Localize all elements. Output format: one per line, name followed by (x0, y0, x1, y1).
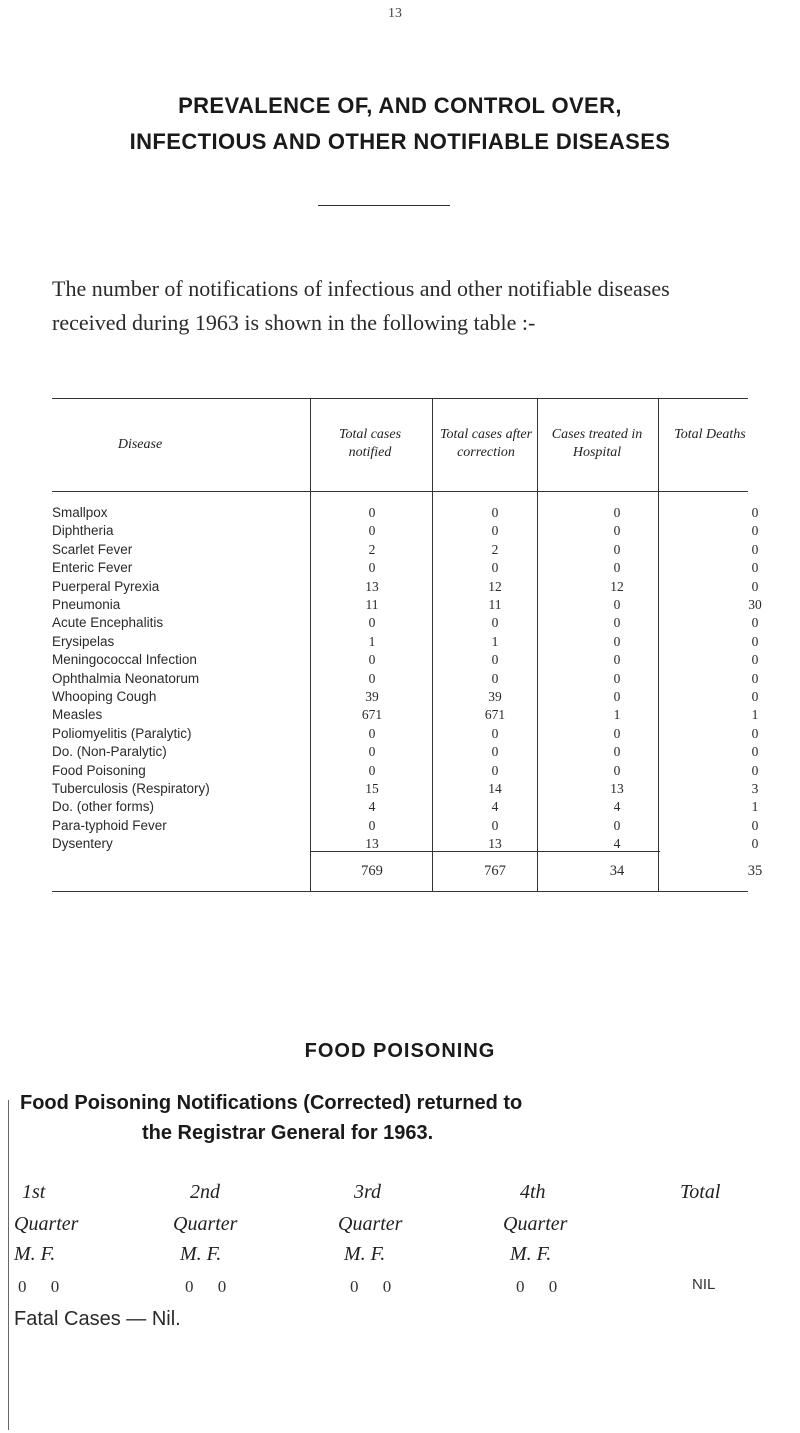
hospital-value: 0 (613, 744, 621, 760)
hospital-value: 0 (613, 560, 621, 576)
total-deaths: 35 (747, 863, 763, 879)
notified-value: 0 (368, 560, 376, 576)
quarter-4-mf: M. F. (510, 1243, 552, 1265)
corrected-value: 39 (488, 689, 502, 704)
corrected-value: 1 (491, 633, 499, 649)
notified-value: 13 (365, 578, 379, 594)
table-header-rule (52, 491, 748, 492)
quarter-1-number: 1st (22, 1181, 46, 1203)
intro-paragraph: The number of notifications of infectious and other notifiable diseases received during 1963 is shown in the following table :- (52, 276, 670, 335)
deaths-value: 0 (751, 652, 759, 668)
corrected-value: 0 (491, 652, 499, 668)
disease-name: Meningococcal Infection (52, 652, 197, 668)
disease-name: Tuberculosis (Respiratory) (52, 781, 210, 796)
subheading-line-2: the Registrar General for 1963. (142, 1122, 434, 1144)
notifiable-diseases-table (0, 398, 800, 1038)
deaths-value: 0 (751, 817, 759, 833)
corrected-value: 0 (491, 523, 499, 539)
disease-name: Poliomyelitis (Paralytic) (52, 725, 192, 741)
table-row (0, 596, 800, 614)
corrected-value: 0 (491, 505, 499, 520)
table-row (0, 688, 800, 706)
deaths-value: 0 (751, 670, 759, 686)
deaths-value: 0 (751, 578, 759, 594)
deaths-value: 0 (751, 725, 759, 741)
notified-value: 0 (368, 523, 376, 539)
deaths-value: 3 (751, 781, 759, 796)
corrected-value: 0 (491, 670, 499, 686)
deaths-value: 0 (751, 762, 759, 778)
table-row (0, 541, 800, 559)
table-row (0, 817, 800, 835)
table-row (0, 762, 800, 780)
notified-value: 1 (368, 633, 376, 649)
table-top-rule (52, 398, 748, 399)
disease-name: Do. (other forms) (52, 799, 155, 815)
disease-name: Acute Encephalitis (52, 615, 164, 631)
table-row (0, 614, 800, 632)
disease-name: Measles (52, 707, 103, 723)
title-line-1: PREVALENCE OF, AND CONTROL OVER, (178, 93, 622, 118)
hospital-value: 0 (613, 689, 621, 704)
table-row (0, 522, 800, 540)
quarter-1-mf: M. F. (14, 1243, 56, 1265)
notified-value: 0 (368, 670, 376, 686)
hospital-value: 0 (613, 633, 621, 649)
notified-value: 11 (365, 597, 379, 612)
food-poisoning-subheading (20, 1088, 800, 1148)
notified-value: 39 (365, 689, 379, 704)
notified-value: 15 (365, 781, 379, 796)
notified-value: 0 (368, 505, 376, 520)
table-row (0, 670, 800, 688)
table-row (0, 651, 800, 669)
deaths-value: 0 (751, 505, 759, 520)
table-bottom-rule (52, 891, 748, 892)
table-row (0, 706, 800, 724)
disease-name: Dysentery (52, 836, 113, 852)
hospital-value: 0 (613, 505, 621, 520)
quarter-2-mf: M. F. (180, 1243, 222, 1265)
hospital-value: 0 (613, 817, 621, 833)
quarter-4-values: 0 0 (516, 1277, 568, 1296)
table-row (0, 578, 800, 596)
quarter-2-values: 0 0 (185, 1277, 237, 1296)
header-total-notified: Total cases notified (338, 427, 402, 460)
notified-value: 0 (368, 725, 376, 741)
notified-value: 0 (368, 615, 376, 631)
hospital-value: 0 (613, 597, 621, 612)
table-row (0, 743, 800, 761)
notified-value: 0 (368, 744, 376, 760)
deaths-value: 0 (751, 689, 759, 704)
quarter-4-label: Quarter (503, 1213, 568, 1235)
disease-name: Do. (Non-Paralytic) (52, 744, 167, 760)
notified-value: 0 (368, 762, 376, 778)
hospital-value: 0 (613, 670, 621, 686)
disease-name: Scarlet Fever (52, 541, 133, 557)
total-value: NIL (692, 1276, 716, 1293)
corrected-value: 11 (488, 597, 502, 612)
corrected-value: 2 (491, 541, 499, 557)
deaths-value: 0 (751, 541, 759, 557)
title-line-2: INFECTIOUS AND OTHER NOTIFIABLE DISEASES (129, 129, 671, 154)
corrected-value: 0 (491, 615, 499, 631)
quarter-1-label: Quarter (14, 1213, 79, 1235)
notified-value: 671 (361, 707, 383, 723)
disease-name: Erysipelas (52, 633, 115, 649)
quarter-3-mf: M. F. (344, 1243, 386, 1265)
header-treated-hospital: Cases treated in Hospital (551, 427, 643, 460)
deaths-value: 0 (751, 836, 759, 852)
corrected-value: 671 (484, 707, 506, 723)
corrected-value: 0 (491, 560, 499, 576)
quarter-2-label: Quarter (173, 1213, 238, 1235)
deaths-value: 0 (751, 523, 759, 539)
quarter-3-number: 3rd (354, 1181, 382, 1203)
quarter-3-values: 0 0 (350, 1277, 402, 1296)
heading-divider (318, 205, 450, 206)
corrected-value: 0 (491, 744, 499, 760)
table-row (0, 725, 800, 743)
corrected-value: 12 (488, 578, 502, 594)
disease-name: Ophthalmia Neonatorum (52, 670, 200, 686)
disease-name: Food Poisoning (52, 762, 146, 778)
deaths-value: 30 (748, 597, 762, 612)
hospital-value: 0 (613, 725, 621, 741)
corrected-value: 0 (491, 725, 499, 741)
hospital-value: 4 (613, 799, 621, 815)
table-row (0, 780, 800, 798)
hospital-value: 0 (613, 762, 621, 778)
table-row (0, 559, 800, 577)
total-label: Total (680, 1181, 721, 1203)
hospital-value: 0 (613, 541, 621, 557)
total-notified: 769 (361, 863, 383, 879)
corrected-value: 0 (491, 762, 499, 778)
page-title (0, 88, 800, 160)
total-corrected: 767 (484, 863, 506, 879)
notified-value: 2 (368, 541, 376, 557)
header-disease: Disease (117, 437, 163, 452)
quarter-1-values: 0 0 (18, 1277, 70, 1296)
hospital-value: 0 (613, 523, 621, 539)
notified-value: 0 (368, 817, 376, 833)
corrected-value: 4 (491, 799, 499, 815)
header-total-deaths: Total Deaths (674, 427, 746, 442)
deaths-value: 1 (751, 707, 759, 723)
disease-name: Puerperal Pyrexia (52, 578, 160, 594)
total-hospital: 34 (609, 863, 625, 879)
fatal-cases: Fatal Cases — Nil. (14, 1308, 181, 1330)
table-row (0, 835, 800, 853)
table-totals-row (0, 862, 800, 880)
notified-value: 13 (365, 836, 379, 852)
table-row (0, 798, 800, 816)
corrected-value: 13 (488, 836, 502, 852)
disease-name: Pneumonia (52, 597, 121, 612)
margin-rule (8, 1100, 9, 1430)
corrected-value: 0 (491, 817, 499, 833)
hospital-value: 4 (613, 836, 621, 852)
disease-name: Para-typhoid Fever (52, 817, 167, 833)
hospital-value: 1 (613, 707, 621, 723)
page-number: 13 (388, 6, 402, 21)
deaths-value: 0 (751, 633, 759, 649)
disease-name: Enteric Fever (52, 560, 133, 576)
corrected-value: 14 (488, 781, 502, 796)
disease-name: Smallpox (52, 505, 108, 520)
disease-name: Whooping Cough (52, 689, 157, 704)
deaths-value: 0 (751, 615, 759, 631)
disease-name: Diphtheria (52, 523, 114, 539)
quarter-3-label: Quarter (338, 1213, 403, 1235)
deaths-value: 0 (751, 560, 759, 576)
notified-value: 0 (368, 652, 376, 668)
table-row (0, 633, 800, 651)
hospital-value: 12 (610, 578, 624, 594)
food-poisoning-heading: FOOD POISONING (304, 1040, 496, 1062)
table-row (0, 504, 800, 522)
hospital-value: 0 (613, 615, 621, 631)
hospital-value: 13 (610, 781, 624, 796)
notified-value: 4 (368, 799, 376, 815)
hospital-value: 0 (613, 652, 621, 668)
quarter-4-number: 4th (520, 1181, 546, 1203)
quarter-2-number: 2nd (190, 1181, 220, 1203)
deaths-value: 1 (751, 799, 759, 815)
subheading-line-1: Food Poisoning Notifications (Corrected) returned to (20, 1092, 523, 1114)
deaths-value: 0 (751, 744, 759, 760)
header-after-correction: Total cases after correction (439, 427, 533, 460)
